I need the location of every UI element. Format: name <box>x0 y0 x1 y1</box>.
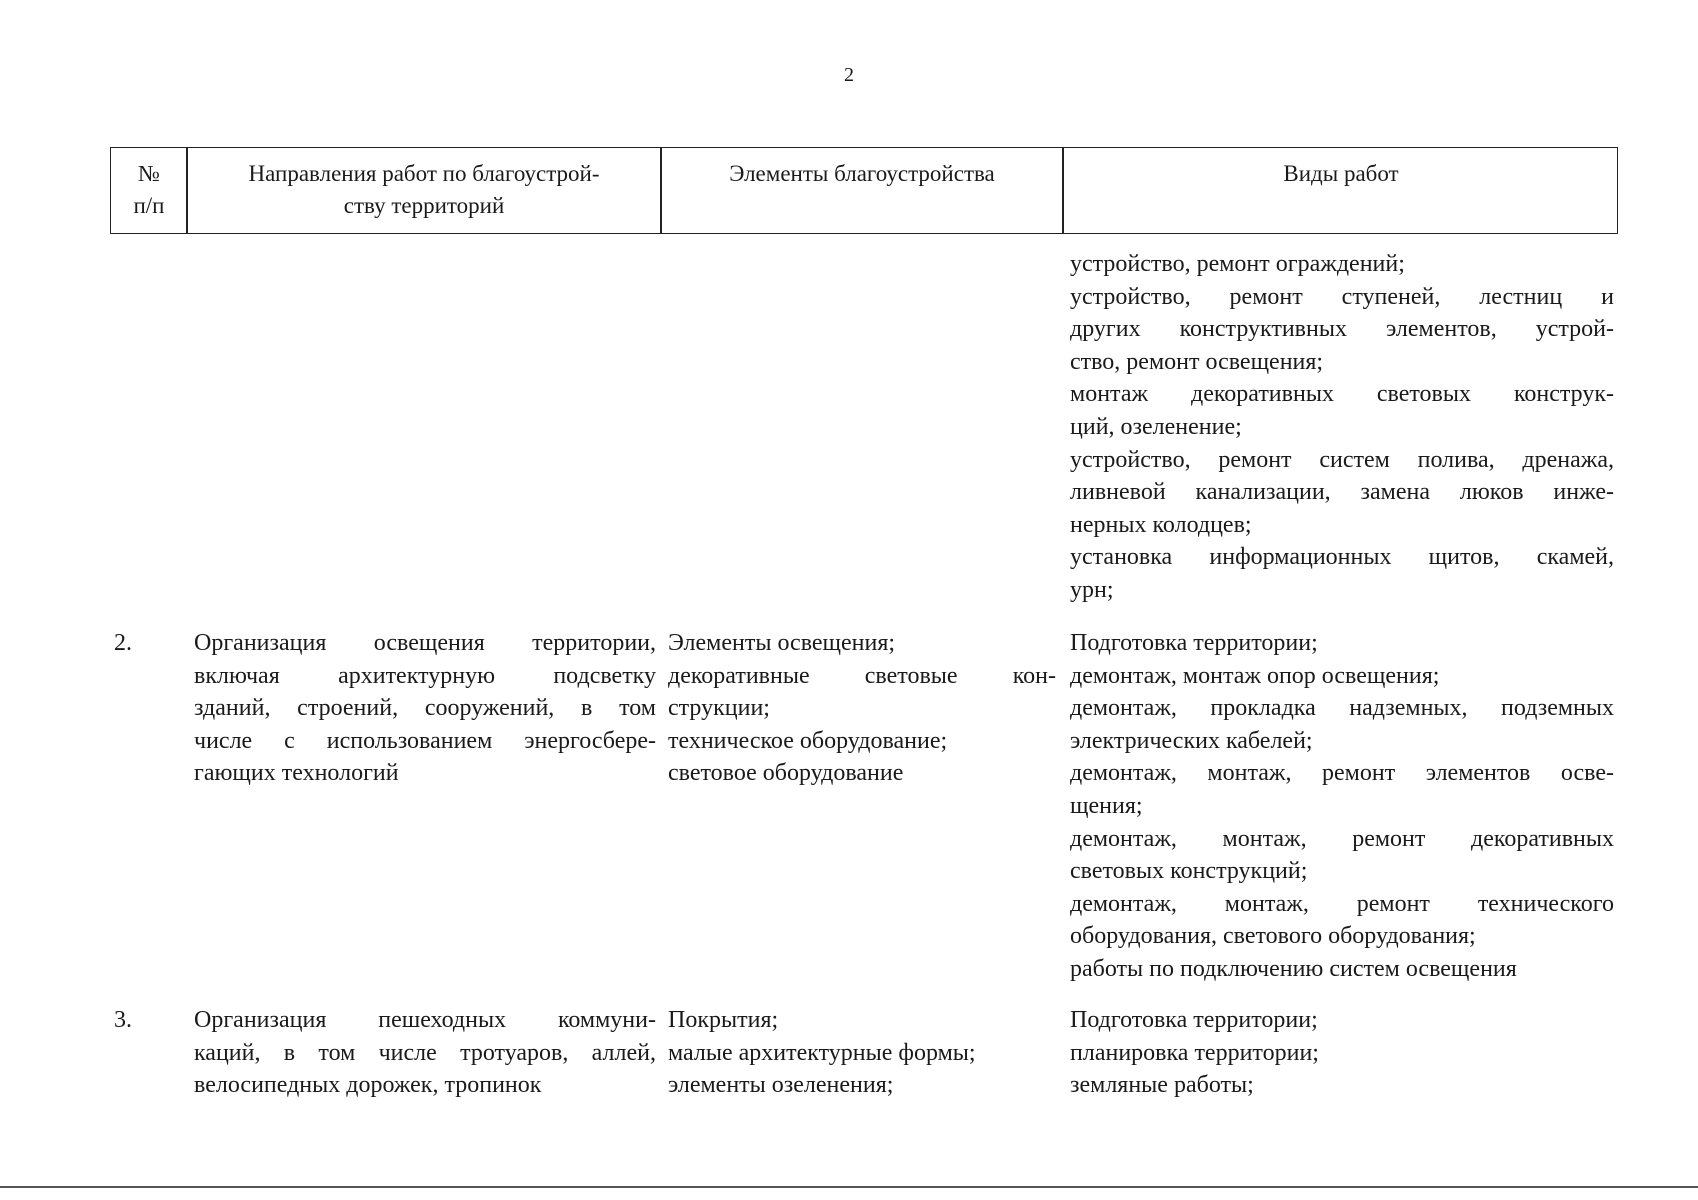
direction-line: числе с использованием энергосбере- <box>194 727 656 754</box>
header-num-symbol: № <box>138 161 160 186</box>
direction-line: Организация пешеходных коммуни- <box>194 1007 656 1033</box>
header-elements: Элементы благоустройства <box>729 161 995 186</box>
row-works <box>1070 627 1614 986</box>
work-line: монтаж декоративных световых конструк- <box>1070 381 1614 408</box>
work-line: электрических кабелей; <box>1070 727 1313 754</box>
work-line: демонтаж, монтаж, ремонт технического <box>1070 890 1614 917</box>
element-line: струкции; <box>668 695 770 722</box>
direction-line: каций, в том числе тротуаров, аллей, <box>194 1039 656 1066</box>
row-elements <box>668 627 1056 790</box>
work-line: оборудования, светового оборудования; <box>1070 923 1476 950</box>
work-line: планировка территории; <box>1070 1039 1319 1066</box>
work-line: урн; <box>1070 576 1114 603</box>
work-line: ство, ремонт освещения; <box>1070 348 1324 375</box>
work-line: ливневой канализации, замена люков инже- <box>1070 479 1614 506</box>
element-line: декоративные световые кон- <box>668 662 1056 689</box>
work-line: щения; <box>1070 792 1143 819</box>
header-num-abbr: п/п <box>133 193 165 218</box>
element-line: техническое оборудование; <box>668 727 948 754</box>
row-number: 3. <box>114 1007 132 1033</box>
element-line: Покрытия; <box>668 1007 779 1033</box>
work-line: установка информационных щитов, скамей, <box>1070 544 1614 571</box>
work-line: нерных колодцев; <box>1070 511 1252 538</box>
row-elements <box>668 1004 1056 1102</box>
work-line: устройство, ремонт ограждений; <box>1070 251 1405 277</box>
work-line: демонтаж, монтаж, ремонт элементов осве- <box>1070 760 1614 787</box>
work-line: демонтаж, прокладка надземных, подземных <box>1070 695 1614 722</box>
work-line: земляные работы; <box>1070 1072 1254 1099</box>
row-direction <box>194 1004 656 1102</box>
page-number: 2 <box>844 64 854 86</box>
element-line: световое оборудование <box>668 760 904 787</box>
direction-line: Организация освещения территории, <box>194 630 656 656</box>
work-line: устройство, ремонт ступеней, лестниц и <box>1070 283 1614 310</box>
page-bottom-rule <box>0 1186 1698 1188</box>
header-num <box>111 148 187 233</box>
direction-line: включая архитектурную подсветку <box>194 662 656 689</box>
element-line: малые архитектурные формы; <box>668 1039 976 1066</box>
row-direction <box>194 627 656 790</box>
direction-line: гающих технологий <box>194 760 399 787</box>
work-line: Подготовка территории; <box>1070 630 1318 656</box>
row-number: 2. <box>114 630 132 656</box>
header-works: Виды работ <box>1283 161 1399 186</box>
work-line: Подготовка территории; <box>1070 1007 1318 1033</box>
direction-line: велосипедных дорожек, тропинок <box>194 1072 542 1099</box>
row-works <box>1070 1004 1614 1102</box>
header-direction-line1: Направления работ по благоустрой- <box>248 161 600 186</box>
element-line: элементы озеленения; <box>668 1072 894 1099</box>
table-header <box>110 147 1618 234</box>
work-line: демонтаж, монтаж опор освещения; <box>1070 662 1440 689</box>
work-line: демонтаж, монтаж, ремонт декоративных <box>1070 825 1614 852</box>
direction-line: зданий, строений, сооружений, в том <box>194 695 656 722</box>
work-line: устройство, ремонт систем полива, дренажа, <box>1070 446 1614 473</box>
header-direction <box>187 148 661 233</box>
work-line: световых конструкций; <box>1070 858 1308 885</box>
work-line: других конструктивных элементов, устрой- <box>1070 316 1614 343</box>
element-line: Элементы освещения; <box>668 630 896 656</box>
work-line: работы по подключению систем освещения <box>1070 955 1517 982</box>
continuation-works <box>1070 248 1614 607</box>
header-direction-line2: ству территорий <box>343 193 505 218</box>
work-line: ций, озеленение; <box>1070 413 1242 440</box>
